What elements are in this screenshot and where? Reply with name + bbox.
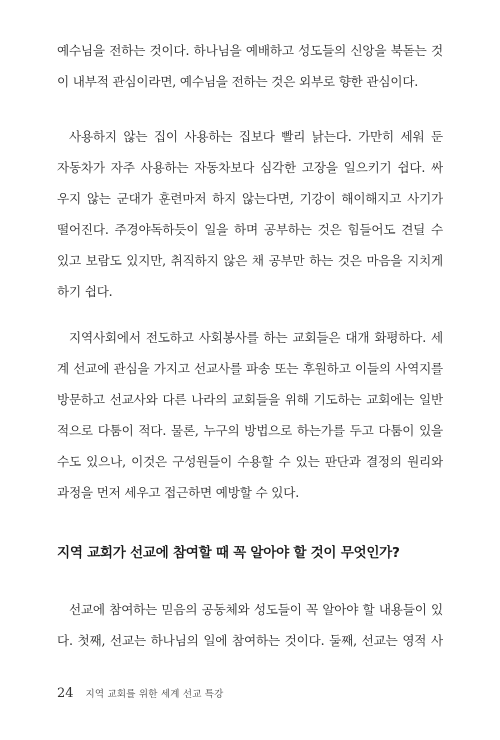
text-line: 떨어진다. 주경야독하듯이 일을 하며 공부하는 것은 힘들어도 견딜 수 <box>57 222 443 237</box>
text-line: 선교에 참여하는 믿음의 공동체와 성도들이 꼭 알아야 할 내용들이 있 <box>69 602 443 617</box>
text-line: 있고 보람도 있지만, 취직하지 않은 채 공부만 하는 것은 마음을 지치게 <box>57 253 443 268</box>
page-number: 24 <box>57 686 74 701</box>
text-line: 지역사회에서 전도하고 사회봉사를 하는 교회들은 대개 화평하다. 세 <box>69 330 443 345</box>
running-title: 지역 교회를 위한 세계 선교 특강 <box>85 689 224 700</box>
page-footer <box>57 686 224 702</box>
text-line: 이 내부적 관심이라면, 예수님을 전하는 것은 외부로 향한 관심이다. <box>57 74 419 89</box>
text-line: 수도 있으나, 이것은 구성원들이 수용할 수 있는 판단과 결정의 원리와 <box>57 454 443 469</box>
text-line: 하기 쉽다. <box>57 284 113 299</box>
text-line: 방문하고 선교사와 다른 나라의 교회들을 위해 기도하는 교회에는 일반 <box>57 392 443 407</box>
text-line: 예수님을 전하는 것이다. 하나님을 예배하고 성도들의 신앙을 북돋는 것 <box>57 43 443 58</box>
text-line: 사용하지 않는 집이 사용하는 집보다 빨리 낡는다. 가만히 세워 둔 <box>69 129 443 144</box>
text-line: 다. 첫째, 선교는 하나님의 일에 참여하는 것이다. 둘째, 선교는 영적 사 <box>57 633 443 648</box>
text-line: 적으로 다툼이 적다. 물론, 누구의 방법으로 하는가를 두고 다툼이 있을 <box>57 423 443 438</box>
section-heading: 지역 교회가 선교에 참여할 때 꼭 알아야 할 것이 무엇인가? <box>57 545 400 561</box>
text-line: 우지 않는 군대가 훈련마저 하지 않는다면, 기강이 해이해지고 사기가 <box>57 191 443 206</box>
text-line: 계 선교에 관심을 가지고 선교사를 파송 또는 후원하고 이들의 사역지를 <box>57 361 443 376</box>
text-line: 과정을 먼저 세우고 접근하면 예방할 수 있다. <box>57 485 300 500</box>
text-line: 자동차가 자주 사용하는 자동차보다 심각한 고장을 일으키기 쉽다. 싸 <box>57 160 443 175</box>
